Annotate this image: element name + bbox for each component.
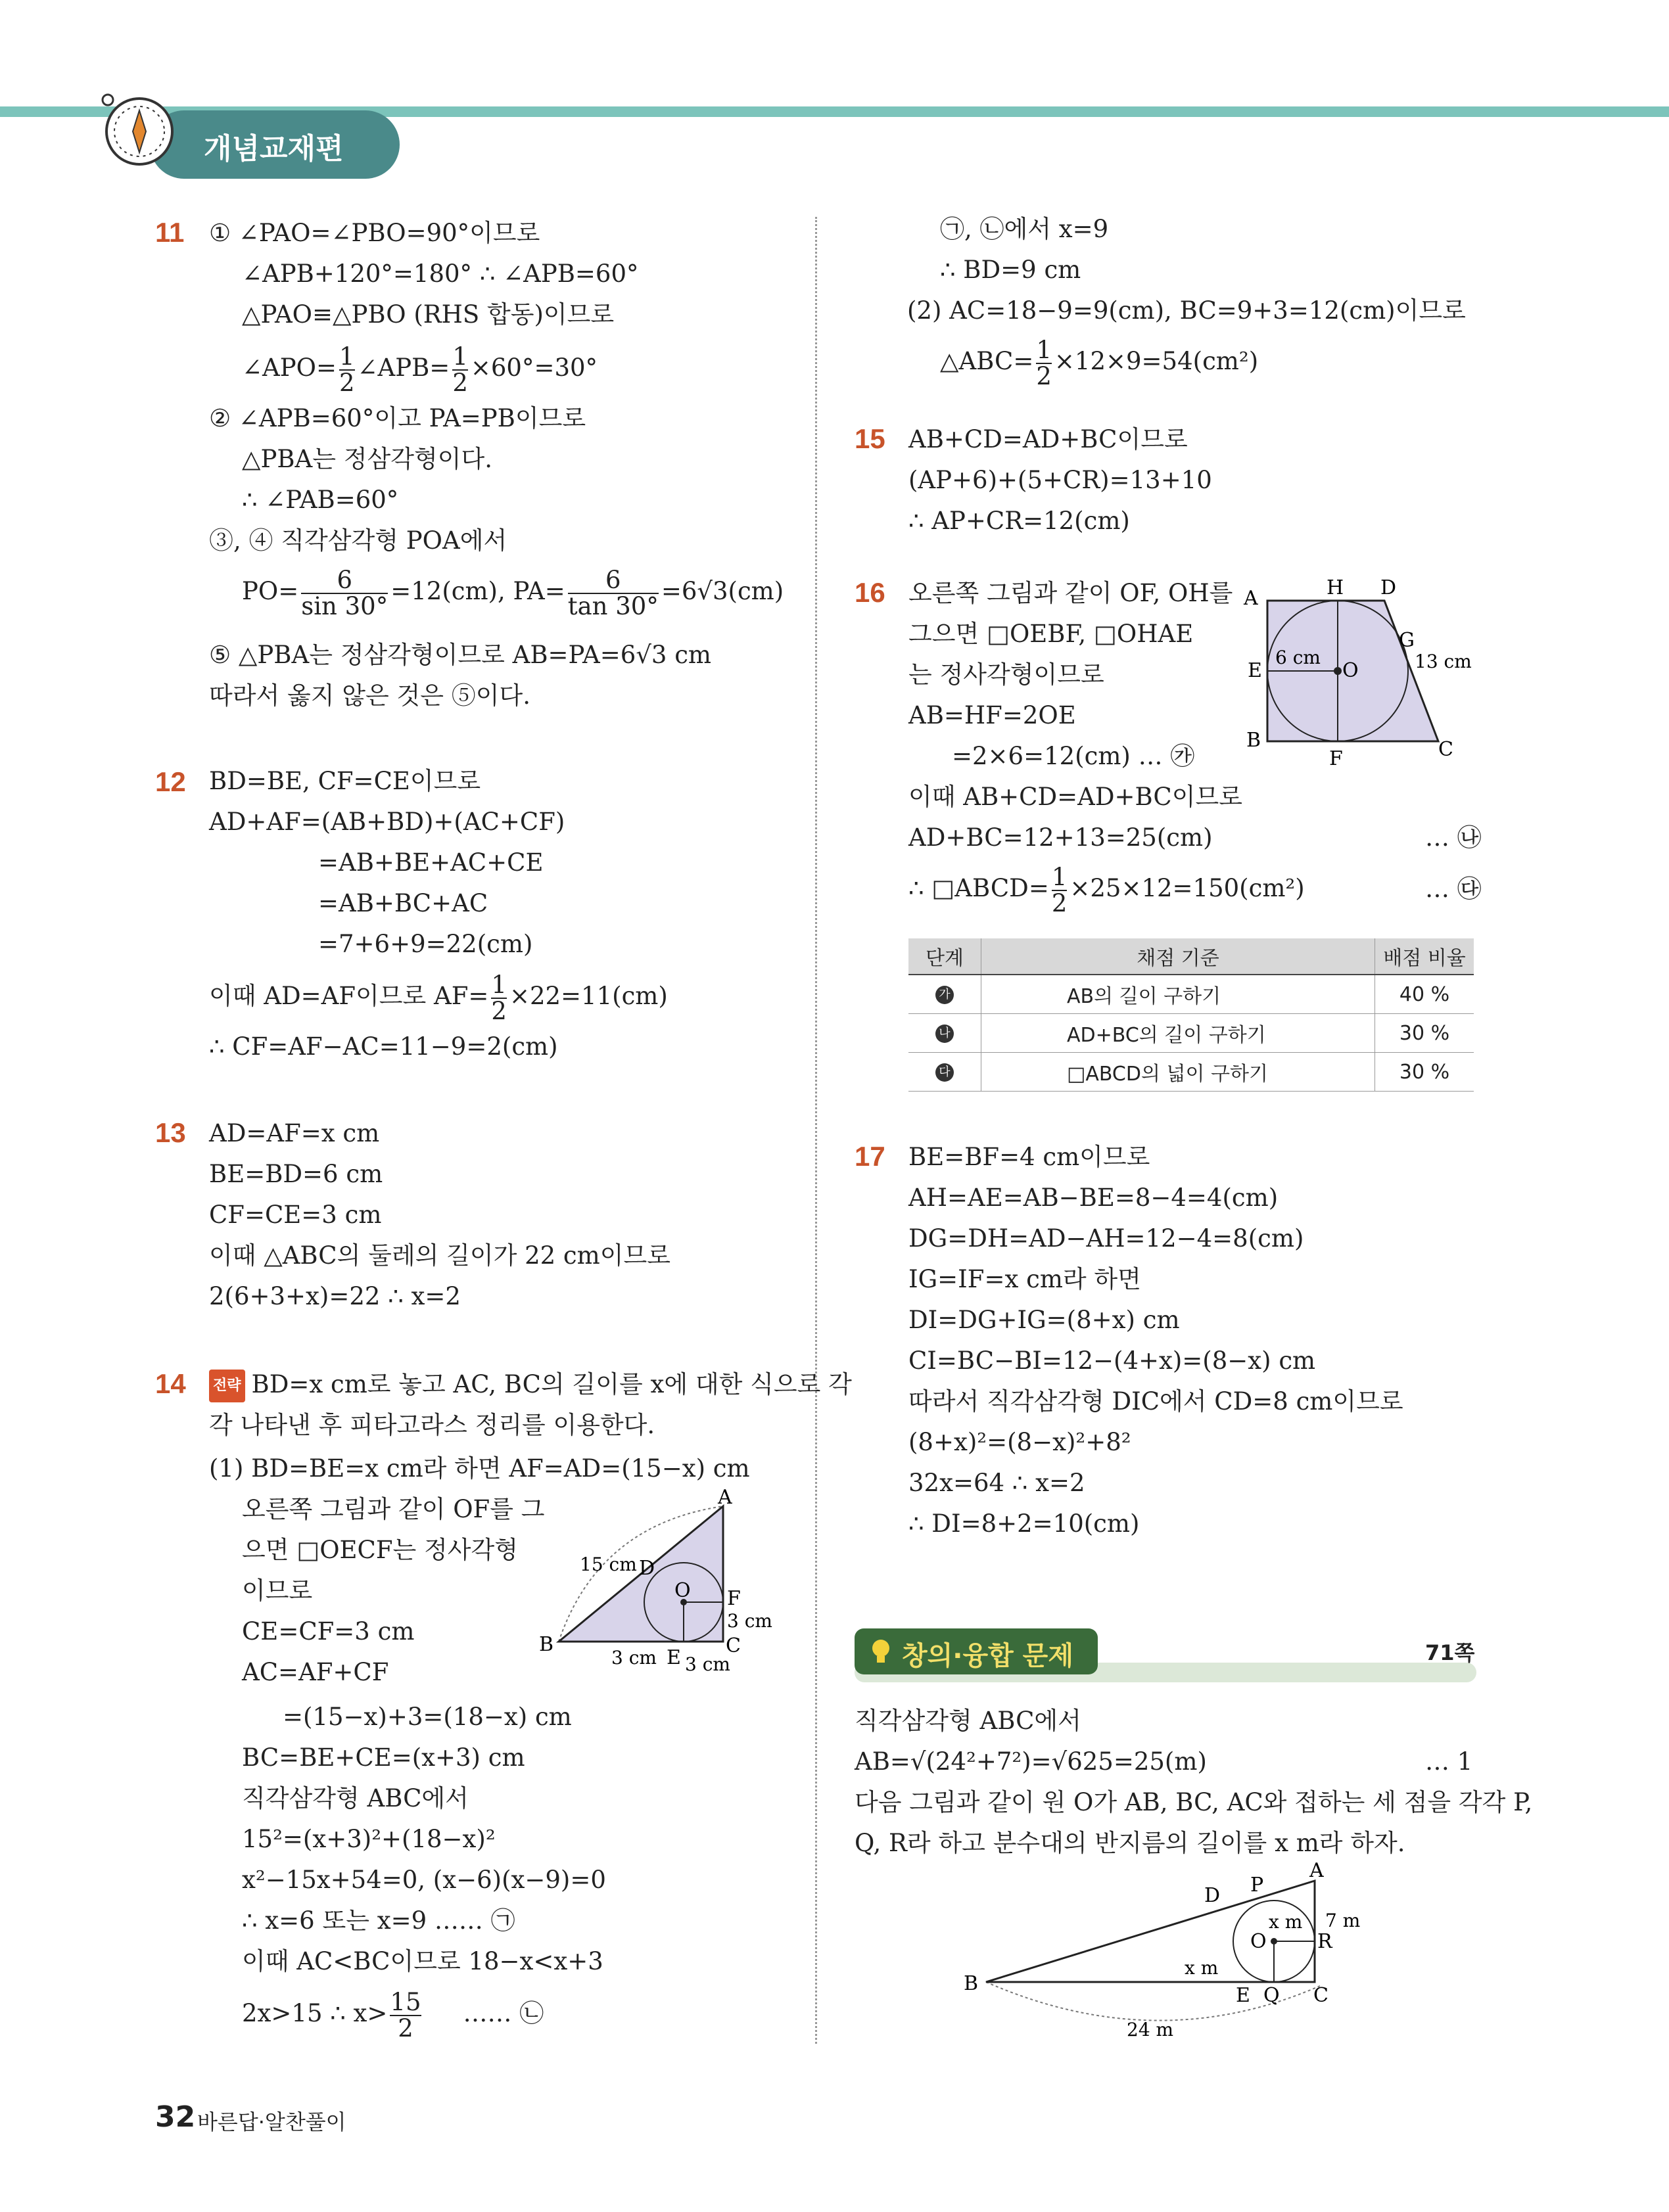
page-reference: 71쪽 [1425,1640,1475,1665]
numerator: 1 [452,342,468,371]
text-line: 직각삼각형 ABC에서 [242,1784,469,1812]
expr: ×25×12=150(cm²) [1070,874,1305,902]
text-line: CI=BC−BI=12−(4+x)=(8−x) cm [908,1347,1316,1375]
text-line: 이때 △ABC의 둘레의 길이가 22 cm이므로 [209,1241,670,1270]
column-header: 배점 비율 [1375,938,1474,975]
center-O: O [1250,1930,1267,1953]
text-line: DI=DG+IG=(8+x) cm [908,1306,1180,1334]
lightbulb-icon [866,1636,895,1668]
label-xm: x m [1185,1957,1219,1979]
vertex-F: F [727,1587,741,1610]
expr: ∴ □ABCD= [908,874,1049,902]
point-P: P [1250,1874,1264,1897]
denominator: tan 30° [567,591,659,620]
text-line: (2) AC=18−9=9(cm), BC=9+3=12(cm)이므로 [907,296,1466,325]
vertex-C: C [726,1634,741,1657]
denominator: 2 [491,996,507,1025]
scoring-table [908,938,1474,1092]
compass-icon [99,91,177,170]
expr: ∠APB= [357,354,450,382]
marker: … 1 [1425,1747,1473,1776]
text-line: 따라서 직각삼각형 DIC에서 CD=8 cm이므로 [908,1387,1403,1416]
step-marker: 가 [935,986,954,1004]
fraction [339,344,355,396]
text-line [908,862,1305,916]
text-line: ㉠, ㉡에서 x=9 [940,215,1109,243]
criteria-cell: AD+BC의 길이 구하기 [981,1014,1375,1053]
text-line: AD=AF=x cm [209,1119,380,1147]
vertex-D: D [1380,576,1397,599]
expr: 이때 AD=AF이므로 AF= [209,982,489,1010]
text-line: BE=BD=6 cm [209,1160,383,1188]
expr: PO= [242,577,299,605]
point-D: D [1204,1884,1221,1907]
footer-text: 바른답·알찬풀이 [197,2109,346,2134]
text-line: Q, R라 하고 분수대의 반지름의 길이를 x m라 하자. [855,1829,1405,1857]
text-line [209,1370,852,1402]
text-line: BE=BF=4 cm이므로 [908,1143,1150,1171]
expr: △ABC= [940,347,1034,375]
text-line: 직각삼각형 ABC에서 [855,1707,1081,1735]
text-line: 15²=(x+3)²+(18−x)² [242,1825,496,1853]
text-line: (8+x)²=(8−x)²+8² [908,1428,1131,1456]
text-line: =7+6+9=22(cm) [318,930,533,958]
text-line: =(15−x)+3=(18−x) cm [283,1703,572,1731]
label-13cm: 13 cm [1415,651,1472,672]
denominator: 2 [398,2014,413,2042]
text-line: ∴ DI=8+2=10(cm) [908,1509,1140,1538]
expr: …… ㉡ [463,1999,544,2027]
criteria-cell: AB의 길이 구하기 [981,975,1375,1014]
strategy-badge: 전략 [209,1370,245,1402]
label-xm: x m [1269,1911,1303,1933]
numerator: 1 [1036,335,1052,364]
text-line: (1) BD=BE=x cm라 하면 AF=AD=(15−x) cm [209,1454,750,1483]
vertex-B: B [539,1633,554,1656]
text-line: AB=HF=2OE [908,701,1076,729]
text-line: ② ∠APB=60°이고 PA=PB이므로 [209,404,586,432]
numerator: 1 [1051,862,1068,891]
text-line: CF=CE=3 cm [209,1201,382,1229]
fraction [1036,335,1052,390]
point-E: E [1248,659,1262,682]
page-number: 32 [155,2100,196,2134]
point-Q: Q [1263,1984,1280,2007]
text-line: ∴ ∠PAB=60° [242,486,399,514]
label-7m: 7 m [1325,1910,1361,1931]
text-line: =AB+BC+AC [318,889,488,917]
text-line: 각 나타낸 후 피타고라스 정리를 이용한다. [209,1411,655,1439]
problem-number: 17 [855,1141,885,1172]
text-line: =2×6=12(cm) … ㉮ [952,742,1195,770]
step-cell [908,975,981,1014]
center-O: O [674,1579,691,1602]
ratio-cell: 30 % [1375,1053,1474,1092]
step-cell [908,1014,981,1053]
problem-number: 16 [855,577,885,608]
expr: 2x>15 ∴ x> [242,1999,388,2027]
expr: ×12×9=54(cm²) [1054,347,1259,375]
text-line: =AB+BE+AC+CE [318,848,544,877]
text-line [209,970,668,1024]
text-line: AH=AE=AB−BE=8−4=4(cm) [908,1184,1279,1212]
problem-number: 13 [155,1117,186,1148]
label-3cm: 3 cm [611,1647,657,1669]
vertex-B: B [964,1972,979,1995]
text-line: △PAO≡△PBO (RHS 합동)이므로 [242,300,615,329]
text-line: ⑤ △PBA는 정삼각형이므로 AB=PA=6√3 cm [209,641,712,669]
point-G: G [1399,629,1415,652]
vertex-B: B [1246,729,1261,752]
table-header [908,938,1474,975]
expr: ∠APO= [242,354,337,382]
step-cell [908,1053,981,1092]
text-line: BC=BE+CE=(x+3) cm [242,1743,525,1772]
vertex-E: E [667,1646,681,1669]
text-line: AB=√(24²+7²)=√625=25(m) [855,1747,1207,1776]
header-label: 개념교재편 [204,132,344,166]
text-line: BD=BE, CF=CE이므로 [209,767,481,795]
point-E: E [1236,1984,1250,2007]
text-line: △PBA는 정삼각형이다. [242,445,492,473]
text-line: ∴ BD=9 cm [940,256,1081,284]
text-line: CE=CF=3 cm [242,1617,415,1646]
text-line [242,342,598,396]
vertex-A: A [718,1486,732,1509]
text-line [242,1987,544,2041]
expr: =6√3(cm) [661,577,784,605]
numerator: 1 [339,342,355,371]
label-6cm: 6 cm [1275,647,1321,668]
ratio-cell: 40 % [1375,975,1474,1014]
denominator: 2 [452,368,468,397]
table-row [908,1053,1474,1092]
figure-16-trapezoid [1241,574,1478,772]
column-header: 채점 기준 [981,938,1375,975]
numerator: 6 [568,568,659,594]
text-line: IG=IF=x cm라 하면 [908,1265,1141,1293]
text-line: 이때 AB+CD=AD+BC이므로 [908,783,1242,811]
text-line: x²−15x+54=0, (x−6)(x−9)=0 [242,1866,606,1894]
text-line: 다음 그림과 같이 원 O가 AB, BC, AC와 접하는 세 점을 각각 P, [855,1788,1533,1816]
vertex-A: A [1309,1859,1324,1882]
text-line: DG=DH=AD−AH=12−4=8(cm) [908,1224,1304,1253]
numerator: 1 [491,970,507,999]
denominator: 2 [1036,361,1052,390]
column-divider [815,217,817,2044]
section-title: 창의·융합 문제 [902,1641,1073,1671]
text-line: ③, ④ 직각삼각형 POA에서 [209,526,507,555]
column-header: 단계 [908,938,981,975]
text-line: 2(6+3+x)=22 ∴ x=2 [209,1282,461,1310]
vertex-A: A [1244,587,1258,610]
fraction [491,970,507,1025]
fraction [390,1987,421,2042]
text-line: AD+BC=12+13=25(cm) [908,823,1213,852]
expr: BD=x cm로 놓고 AC, BC의 길이를 x에 대한 식으로 각 [251,1370,852,1398]
text-line: AD+AF=(AB+BD)+(AC+CF) [209,808,565,836]
numerator: 15 [390,1987,421,2016]
text-line: 그으면 □OEBF, □OHAE [908,620,1194,648]
text-line: 오른쪽 그림과 같이 OF, OH를 [908,579,1233,607]
center-O: O [1342,659,1359,682]
vertex-C: C [1313,1984,1328,2007]
fraction [567,565,659,620]
text-line: (AP+6)+(5+CR)=13+10 [908,466,1212,494]
table-row [908,1014,1474,1053]
text-line: 이므로 [242,1577,313,1605]
text-line: 이때 AC<BC이므로 18−x<x+3 [242,1947,603,1975]
marker: … ㉯ [1425,823,1482,852]
text-line [242,565,784,619]
text-line: AB+CD=AD+BC이므로 [908,425,1188,453]
point-H: H [1327,576,1344,599]
denominator: 2 [339,368,355,397]
text-line: 따라서 옳지 않은 것은 ⑤이다. [209,681,530,710]
ratio-cell: 30 % [1375,1014,1474,1053]
label-24m: 24 m [1127,2019,1174,2040]
text-line: 는 정사각형이므로 [908,660,1104,689]
text-line [940,335,1258,389]
figure-14-triangle [539,1486,802,1676]
label-15cm: 15 cm [580,1554,637,1575]
text-line: 으면 □OECF는 정사각형 [242,1536,518,1564]
table-row [908,975,1474,1014]
text-line: 32x=64 ∴ x=2 [908,1469,1085,1497]
vertex-D: D [639,1557,655,1580]
point-F: F [1329,747,1343,770]
denominator: 2 [1051,888,1068,917]
vertex-C: C [1438,738,1453,761]
figure-fountain [960,1859,1367,2044]
text-line: ∴ x=6 또는 x=9 …… ㉠ [242,1906,515,1935]
denominator: sin 30° [301,591,388,620]
marker: … ㉰ [1425,875,1482,903]
text-line: ① ∠PAO=∠PBO=90°이므로 [209,219,540,247]
problem-number: 15 [855,423,885,454]
text-line: ∴ AP+CR=12(cm) [908,507,1130,535]
fraction [301,565,388,620]
fraction [452,344,468,396]
point-R: R [1317,1930,1332,1953]
numerator: 6 [301,568,388,594]
expr: ×22=11(cm) [509,982,668,1010]
fraction [1051,862,1068,917]
expr: =12(cm), PA= [390,577,565,605]
text-line: ∴ CF=AF−AC=11−9=2(cm) [209,1032,558,1061]
step-marker: 나 [935,1025,954,1043]
text-line: AC=AF+CF [242,1658,389,1686]
criteria-cell: □ABCD의 넓이 구하기 [981,1053,1375,1092]
problem-number: 14 [155,1368,186,1399]
text-line: 오른쪽 그림과 같이 OF를 그 [242,1495,545,1523]
label-3cm: 3 cm [685,1653,730,1675]
problem-number: 12 [155,766,186,797]
expr: ×60°=30° [470,354,598,382]
problem-number: 11 [155,217,185,248]
step-marker: 다 [935,1063,954,1082]
label-3cm: 3 cm [727,1610,772,1632]
text-line: ∠APB+120°=180° ∴ ∠APB=60° [242,260,639,288]
